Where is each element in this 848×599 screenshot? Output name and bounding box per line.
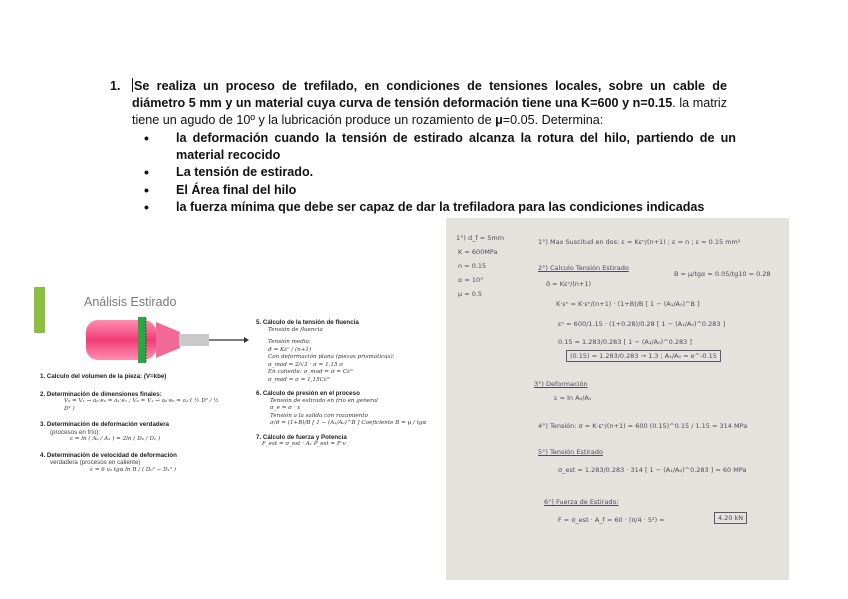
slide-line: σ_mod = 2/√3 · σ = 1,15 σ xyxy=(268,361,344,368)
note-data: n = 0.15 xyxy=(458,262,487,270)
die-ring xyxy=(138,317,146,363)
note-line: (0.15) = 1.283/0.283 → 1.3 ; A₁/A₀ = e^-0.15 xyxy=(566,350,721,362)
slide-right-column xyxy=(256,319,432,449)
slide-line: En caliente: σ_mod = σ = Cε̇ᵐ xyxy=(268,369,354,375)
text-cursor xyxy=(132,78,133,92)
slide-step-sub: (procesos en frío): xyxy=(50,428,101,436)
note-line: εⁿ = 600/1.15 · (1+0.28)/0.28 [ 1 − (A₁/A₀)^0.283 ] xyxy=(558,320,726,328)
question-item: • El Área final del hilo xyxy=(176,182,736,199)
note-step1: 1°) Max Suscitud en dos: ε = Kεⁿ/(n+1) ; ε = n ; ε = 0.15 mm² xyxy=(538,238,741,246)
slide-step-sub: verdadera (procesos en caliente) xyxy=(50,459,141,466)
question-item: • la deformación cuando la tensión de estirado alcanza la rotura del hilo, partiendo de un material recocido xyxy=(176,130,736,164)
note-step4: 4°) Tensión: σ = K·εⁿ/(n+1) = 600 (0.15)^0.15 / 1.15 = 314 MPa xyxy=(538,422,748,430)
note-line: 0.15 = 1.283/0.283 [ 1 − (A₁/A₀)^0.283 ] xyxy=(558,338,692,346)
note-line: σ̄ = Kεⁿ/(n+1) xyxy=(546,280,592,288)
slide-line: σ/σ̄ = (1+B)/B [ 1 − (A₁/A₀)^B ] Coeficiente B = μ / tgα xyxy=(270,420,427,426)
slide-line: Tensión de fluencia xyxy=(268,326,323,333)
slide-formula: V₀ = V₁ → a₀·e₀ = a₁·e₁ ; V₀ = V₁ → a₀·e₀ = a₁·( ½ D² / ½ D² ) xyxy=(64,398,219,412)
slide-step: 1. Calculo del volumen de la pieza: (V=kbe) xyxy=(40,373,167,380)
slide-step: 7. Cálculo de fuerza y Potencia xyxy=(256,433,347,441)
statement-normal: . la matriz tiene un agudo de 10º y la lubricación produce un rozamiento de xyxy=(132,96,727,128)
note-line: K·εⁿ = K·εⁿ/(n+1) · (1+B)/B [ 1 − (A₁/A₀)^B ] xyxy=(556,300,700,308)
cursor-letter: S xyxy=(134,79,143,93)
slide-line: σ̄ = Kεⁿ / (n+1) xyxy=(268,346,312,353)
note-data: μ = 0.5 xyxy=(458,290,483,298)
question-item: • La tensión de estirado. xyxy=(176,164,736,181)
note-data: 1°) d_f = 5mm xyxy=(456,234,505,242)
slide-line: σ_mod = σ = 1,15Cε̇ᵐ xyxy=(268,376,331,383)
force-arrow-head xyxy=(244,337,249,343)
note-step5-line: σ_est = 1.283/0.283 · 314 [ 1 − (A₁/A₀)^0.283 ] = 60 MPa xyxy=(558,466,747,474)
note-step3-line: ε = ln A₀/A₁ xyxy=(554,394,592,402)
slide-line: Tensión media: xyxy=(268,339,311,345)
slide-title: Análisis Estirado xyxy=(84,295,177,309)
statement-end: =0.05. Determina: xyxy=(502,113,604,128)
note-step5-title: 5°) Tensión Estirado xyxy=(538,448,603,456)
note-step3-title: 3°) Deformación xyxy=(534,380,588,388)
note-step2-title: 2°) Calculo Tensión Estirado xyxy=(538,264,629,272)
slide-line: Con deformación plana (piezas prismáticas): xyxy=(268,354,395,360)
slide-left-column xyxy=(40,373,220,474)
note-data: α = 10° xyxy=(458,276,484,284)
slide-line: σ_e = σ · ε xyxy=(270,405,301,411)
question-item: • la fuerza mínima que debe ser capaz de dar la trefiladora para las condiciones indicadas xyxy=(176,199,736,216)
slide-step: 5. Cálculo de la tensión de fluencia xyxy=(256,319,359,326)
slide-step: 3. Determinación de deformación verdadera xyxy=(40,421,169,428)
slide-step: 6. Cálculo de presión en el proceso xyxy=(256,390,360,397)
slide-step: 2. Determinación de dimensiones finales: xyxy=(40,390,162,398)
slide-accent-bar xyxy=(34,287,45,333)
note-line: B = μ/tgα = 0.05/tg10 = 0.28 xyxy=(674,270,771,278)
drawing-die-diagram xyxy=(84,314,249,366)
note-step6-result: 4.20 kN xyxy=(714,512,747,524)
note-data: K = 600MPa xyxy=(458,248,498,256)
slide-step: 4. Determinación de velocidad de deformación xyxy=(40,451,177,459)
question-list xyxy=(132,130,736,216)
slide-line: Tensión de estirado en frío en general xyxy=(270,397,378,404)
handwritten-notes-photo xyxy=(446,218,789,580)
slide-formula: ε = ln ( A₀ / A₁ ) = 2ln ( D₀ / D₁ ) xyxy=(70,436,161,442)
statement-bold: e realiza un proceso de trefilado, en condiciones de tensiones locales, sobre un cable de diámetro 5 mm y un material cuya curva de tensión deformación tiene una K=600 y n=0.15 xyxy=(132,79,727,111)
slide-line: Tensión a la salida con rozamiento xyxy=(270,412,368,419)
wire-out xyxy=(179,334,209,346)
slide-formula: ε̇ = 6 v₀ tgα ln R / ( D₀³ − D₁³ ) xyxy=(90,466,177,473)
slide-line: F_est = σ_est · A₁ P_est = F·v xyxy=(262,441,346,447)
note-step6-title: 6°) Fuerza de Estirado: xyxy=(544,498,619,506)
problem-text xyxy=(132,78,727,130)
note-step6-line: F = σ_est · A_f = 60 · (π/4 · 5²) = xyxy=(558,516,665,524)
mu-symbol: μ xyxy=(495,113,503,128)
problem-number: 1. xyxy=(110,79,121,93)
die-cone xyxy=(156,322,180,358)
analysis-slide xyxy=(34,287,434,522)
